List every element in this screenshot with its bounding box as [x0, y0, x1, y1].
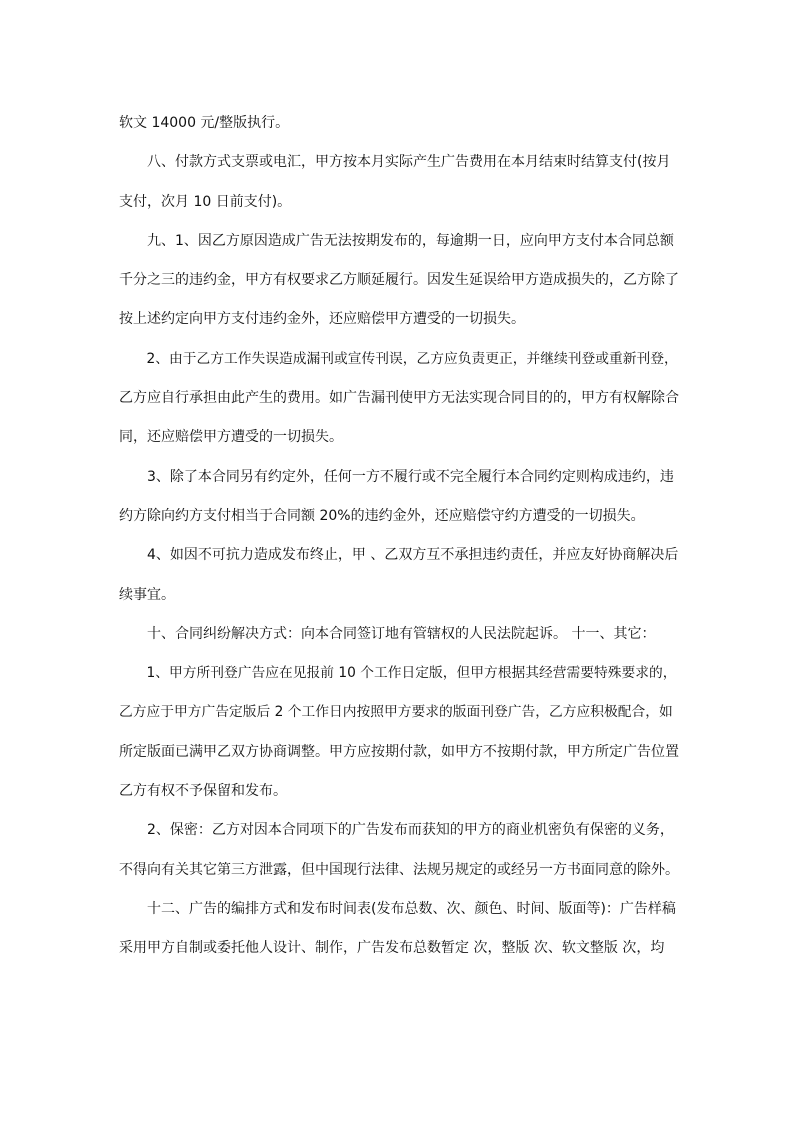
text-line: 2、保密：乙方对因本合同项下的广告发布而获知的甲方的商业机密负有保密的义务，: [119, 822, 674, 839]
text-line: 乙方有权不予保留和发布。: [119, 783, 287, 800]
text-line: 软文 14000 元/整版执行。: [119, 115, 290, 131]
text-line: 所定版面已满甲乙双方协商调整。甲方应按期付款，如甲方不按期付款，甲方所定广告位置: [119, 743, 679, 760]
text-line: 十二、广告的编排方式和发布时间表(发布总数、次、颜色、时间、版面等)：广告样稿: [119, 900, 676, 917]
text-line: 1、甲方所刊登广告应在见报前 10 个工作日定版，但甲方根据其经营需要特殊要求的，: [119, 665, 677, 682]
text-line: 乙方应于甲方广告定版后 2 个工作日内按照甲方要求的版面刊登广告，乙方应积极配合，如: [119, 704, 673, 721]
text-line: 九、1、因乙方原因造成广告无法按期发布的，每逾期一日，应向甲方支付本合同总额: [119, 232, 674, 249]
contract-text: [119, 104, 679, 969]
text-line: 续事宜。: [119, 586, 175, 603]
text-line: 同，还应赔偿甲方遭受的一切损失。: [119, 429, 343, 446]
text-line: 按上述约定向甲方支付违约金外，还应赔偿甲方遭受的一切损失。: [119, 311, 525, 328]
text-line: 八、付款方式支票或电汇，甲方按本月实际产生广告费用在本月结束时结算支付(按月: [119, 154, 671, 171]
text-line: 乙方应自行承担由此产生的费用。如广告漏刊使甲方无法实现合同目的的，甲方有权解除合: [119, 390, 679, 407]
text-line: 2、由于乙方工作失误造成漏刊或宣传刊误，乙方应负责更正，并继续刊登或重新刊登，: [119, 350, 678, 367]
text-line: 采用甲方自制或委托他人设计、制作，广告发布总数暂定 次，整版 次、软文整版 次，均: [119, 940, 665, 957]
text-line: 4、如因不可抗力造成发布终止，甲 、乙双方互不承担违约责任，并应友好协商解决后: [119, 547, 679, 564]
text-line: 十、合同纠纷解决方式：向本合同签订地有管辖权的人民法院起诉。 十一、其它：: [119, 625, 656, 642]
text-line: 支付，次月 10 日前支付)。: [119, 193, 292, 210]
text-line: 千分之三的违约金，甲方有权要求乙方顺延履行。因发生延误给甲方造成损失的，乙方除了: [119, 272, 679, 289]
text-line: 不得向有关其它第三方泄露，但中国现行法律、法规另规定的或经另一方书面同意的除外。: [119, 861, 679, 878]
text-line: 约方除向约方支付相当于合同额 20%的违约金外，还应赔偿守约方遭受的一切损失。: [119, 507, 645, 524]
text-line: 3、除了本合同另有约定外，任何一方不履行或不完全履行本合同约定则构成违约，违: [119, 468, 674, 485]
